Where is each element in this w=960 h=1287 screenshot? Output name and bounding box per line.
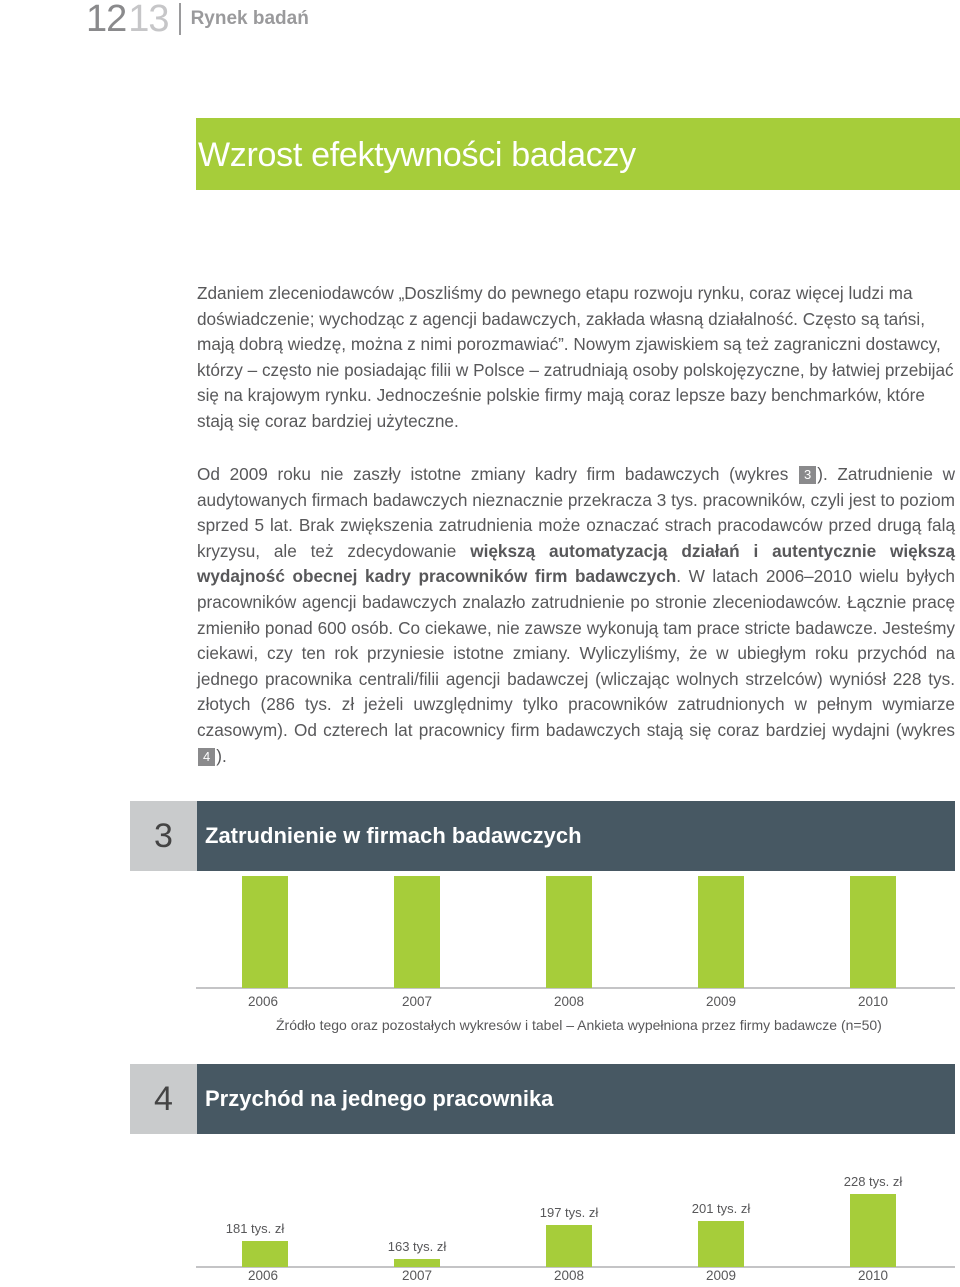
revenue-year-label: 2007	[401, 1268, 433, 1283]
employment-bar	[546, 876, 592, 988]
paragraph-text: . W latach 2006–2010 wielu byłych pracowników agencji badawczych znalazło zatrudnienie po stronie zleceniodawców. Łącznie pracę zmieniło ponad 600 osób. Co ciekawe, nie zawsze wykonują tam prace stricte badawcze. Jesteśmy ciekawi, czy ten rok przyniesie istotne zmiany. Wyliczyliśmy, że w ubiegłym roku przychód na jednego pracownika centrali/filii agencji badawczej (wliczając wolnych strzelców) wyniósł 228 tys. złotych (286 tys. zł jeżeli uwzględnimy tylko pracowników zatrudnionych w pełnym wymiarze czasowym). Od czterech lat pracownicy firm badawczych stają się coraz bardziej wydajni (wykres	[197, 566, 955, 740]
header-divider	[179, 3, 181, 35]
chart-3-number: 3	[130, 801, 197, 871]
revenue-bar	[850, 1194, 896, 1267]
employment-year-label: 2008	[553, 994, 585, 1006]
revenue-year-label: 2009	[705, 1268, 737, 1283]
page-title: Wzrost efektywności badaczy	[198, 136, 636, 174]
paragraph-emphasis: większą automatyzacją działań i autentycznie większą wydajność obecnej kadry pracowników firm badawczych	[197, 540, 955, 587]
employment-bar	[850, 876, 896, 988]
employment-year-label: 2007	[401, 994, 433, 1006]
employment-bar	[394, 876, 440, 988]
page-number-right: 13	[128, 0, 169, 40]
chart-employment	[0, 876, 960, 1006]
chart-reference-4: 4	[198, 748, 215, 766]
revenue-year-label: 2006	[247, 1268, 279, 1283]
revenue-value-label: 228 tys. zł	[843, 1174, 903, 1189]
chart-3-header	[130, 801, 955, 871]
revenue-value-label: 201 tys. zł	[691, 1201, 751, 1216]
section-title: Rynek badań	[190, 8, 309, 29]
revenue-bar	[698, 1221, 744, 1267]
chart-4-number: 4	[130, 1064, 197, 1134]
employment-bar	[698, 876, 744, 988]
revenue-value-label: 181 tys. zł	[225, 1221, 285, 1236]
paragraph-text: Od 2009 roku nie zaszły istotne zmiany kadry firm badawczych (wykres	[197, 464, 798, 484]
revenue-bar	[546, 1225, 592, 1267]
page-header	[86, 0, 309, 38]
revenue-bar	[394, 1259, 440, 1267]
revenue-year-label: 2008	[553, 1268, 585, 1283]
revenue-value-label: 163 tys. zł	[387, 1239, 447, 1254]
title-banner	[196, 118, 960, 190]
chart-reference-3: 3	[799, 466, 816, 484]
paragraph-intro: Zdaniem zleceniodawców „Doszliśmy do pewnego etapu rozwoju rynku, coraz więcej ludzi ma doświadczenie; wychodząc z agencji badawczych, zakłada własną działalność. Często są tańsi, mają dobrą wiedzę, można z nimi porozmawiać”. Nowym zjawiskiem są też zagraniczni dostawcy, którzy – często nie posiadając filii w Polsce – zatrudniają osoby polskojęzyczne, by łatwiej przebijać się na krajowym rynku. Jednocześnie polskie firmy mają coraz lepsze bazy benchmarków, które stają się coraz bardziej użyteczne.	[197, 283, 954, 431]
revenue-year-label: 2010	[857, 1268, 889, 1283]
revenue-value-label: 197 tys. zł	[539, 1205, 599, 1220]
paragraph-text: ). Zatrudnienie w audytowanych firmach badawczych nieznacznie przekracza 3 tys. pracowników, czyli jest to poziom sprzed 5 lat. Brak zwiększenia zatrudnienia może oznaczać strach pracodawców przed drugą falą kryzysu, ale też zdecydowanie	[197, 464, 955, 561]
employment-year-label: 2010	[857, 994, 889, 1006]
employment-year-label: 2009	[705, 994, 737, 1006]
page-number-left: 12	[86, 0, 127, 40]
chart-4-header	[130, 1064, 955, 1134]
paragraph-employment	[197, 462, 955, 769]
employment-bar	[242, 876, 288, 988]
paragraph-text: ).	[216, 745, 227, 766]
chart-revenue-per-employee	[0, 1142, 960, 1284]
revenue-bar	[242, 1241, 288, 1267]
source-note: Źródło tego oraz pozostałych wykresów i tabel – Ankieta wypełniona przez firmy badawcze (n=50)	[276, 1017, 882, 1033]
employment-year-label: 2006	[247, 994, 279, 1006]
chart-4-title: Przychód na jednego pracownika	[205, 1086, 554, 1111]
chart-3-title: Zatrudnienie w firmach badawczych	[205, 823, 582, 848]
